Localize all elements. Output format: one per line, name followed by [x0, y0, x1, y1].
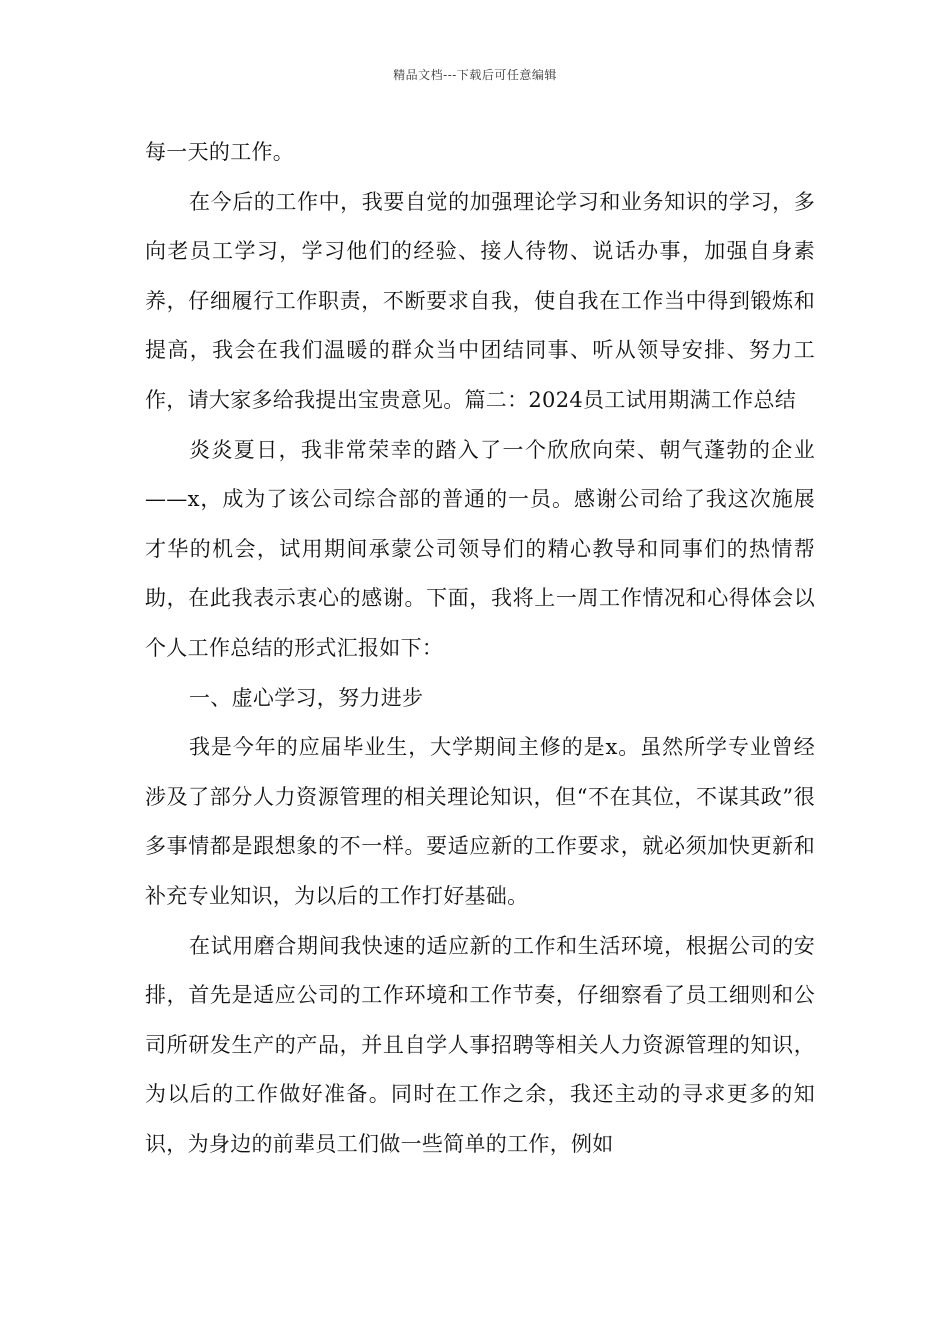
paragraph-2: 在今后的工作中，我要自觉的加强理论学习和业务知识的学习，多向老员工学习，学习他们的经验、接人待物、说话办事，加强自身素养，仔细履行工作职责，不断要求自我，使自我在工作当中得到锻炼和提高，我会在我们温暖的群众当中团结同事、听从领导安排、努力工作，请大家多给我提出宝贵意见。篇二：2024员工试用期满工作总结 [145, 189, 815, 412]
paragraph-1: 每一天的工作。 [145, 140, 295, 164]
paragraph-4: 我是今年的应届毕业生，大学期间主修的是x。虽然所学专业曾经涉及了部分人力资源管理的相关理论知识，但“不在其位，不谋其政”很多事情都是跟想象的不一样。要适应新的工作要求，就必须加快更新和补充专业知识，为以后的工作打好基础。 [145, 735, 815, 908]
paragraph-5: 在试用磨合期间我快速的适应新的工作和生活环境，根据公司的安排，首先是适应公司的工作环境和工作节奏，仔细察看了员工细则和公司所研发生产的产品，并且自学人事招聘等相关人力资源管理的知识，为以后的工作做好准备。同时在工作之余，我还主动的寻求更多的知识，为身边的前辈员工们做一些简单的工作，例如 [145, 933, 815, 1156]
document-body [145, 128, 815, 1169]
paragraph-3: 炎炎夏日，我非常荣幸的踏入了一个欣欣向荣、朝气蓬勃的企业——x，成为了该公司综合部的普通的一员。感谢公司给了我这次施展才华的机会，试用期间承蒙公司领导们的精心教导和同事们的热情帮助，在此我表示衷心的感谢。下面，我将上一周工作情况和心得体会以个人工作总结的形式汇报如下： [145, 437, 815, 660]
section-heading: 一、虚心学习，努力进步 [189, 685, 424, 710]
page-header: 精品文档---下载后可任意编辑 [393, 68, 557, 82]
